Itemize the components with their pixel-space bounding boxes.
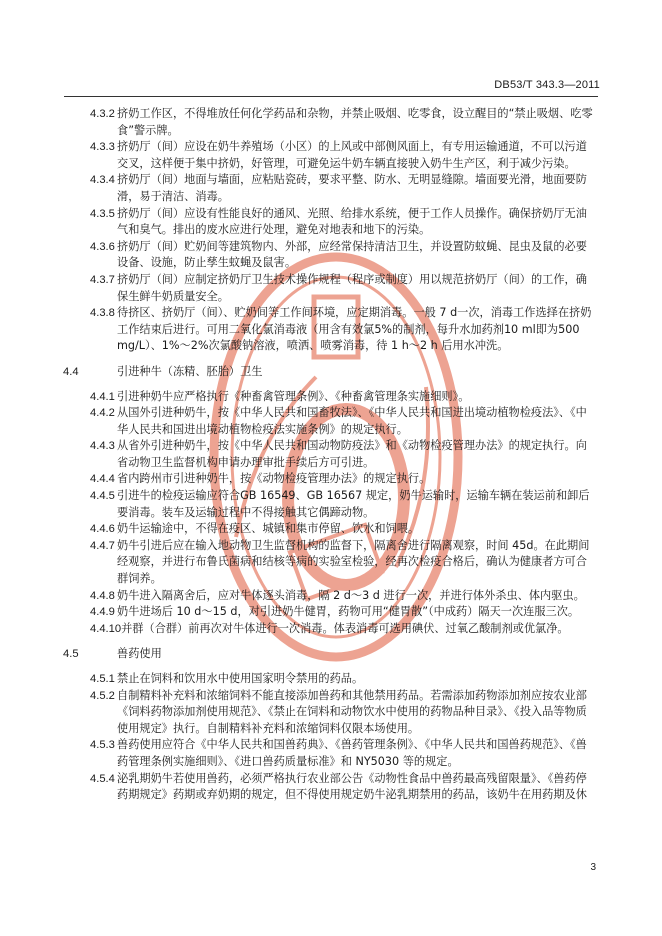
paragraph-4-4-2: 4.4.2 从国外引进种奶牛，按《中华人民共和国畜牧法》、《中华人民共和国进出境动植物检疫法》、《中华人民共和国进出境动植物检疫法实施条例》的规定执行。: [90, 406, 587, 436]
paragraph-4-4-8: 4.4.8 奶牛进入隔离舍后，应对牛体逐头消毒，隔 2 d～3 d 进行一次，并进行体外杀虫、体内驱虫。: [90, 588, 585, 602]
document-body: [63, 106, 598, 804]
paragraph-4-5-4: 4.5.4 泌乳期奶牛若使用兽药，必须严格执行农业部公告《动物性食品中兽药最高残留限量》、《兽药停药期规定》药期或弃奶期的规定，但不得使用规定奶牛泌乳期禁用的药品，该奶牛在用药期及休: [90, 771, 587, 802]
paragraph-4-5-1: 4.5.1 禁止在饲料和饮用水中使用国家明令禁用的药品。: [90, 672, 364, 685]
section-heading-4-4: 4.4 引进种牛（冻精、胚胎）卫生: [63, 364, 263, 378]
paragraph-4-4-9: 4.4.9 奶牛进场后 10 d～15 d，对引进奶牛健胃，药物可用“健胃散”（中成药）隔天一次连服三次。: [90, 605, 580, 619]
paragraph-4-4-7: 4.4.7 奶牛引进后应在输入地动物卫生监督机构的监督下，隔离舍进行隔离观察，时间 45d。在此期间经观察，并进行布鲁氏菌病和结核等病的实验室检验，经再次检疫合格后，确认为健康者方可合群饲养。: [90, 538, 590, 586]
paragraph-4-4-4: 4.4.4 省内跨州市引进种奶牛，按《动物检疫管理办法》的规定执行。: [90, 472, 431, 486]
paragraph-4-3-8: 4.3.8 待挤区、挤奶厅（间）、贮奶间等工作间环境，应定期消毒。一般 7 d一次，消毒工作选择在挤奶工作结束后进行。可用二氧化氯消毒液（用含有效氯5%的制剂，每升水加药剂10 ml即为500 mg/L）、1%～2%次氯酸钠溶液，喷洒、喷雾消毒，待 1 h～2 h 后用水冲洗。: [90, 306, 592, 353]
paragraph-4-3-5: 4.3.5 挤奶厅（间）应设有性能良好的通风、光照、给排水系统，便于工作人员操作。确保挤奶厅无油气和臭气。排出的废水应进行处理，避免对地表和地下的污染。: [90, 206, 587, 237]
paragraph-4-3-7: 4.3.7 挤奶厅（间）应制定挤奶厅卫生技术操作规程（程序或制度）用以规范挤奶厅（间）的工作，确保生鲜牛奶质量安全。: [90, 272, 587, 303]
section-heading-4-5: 4.5 兽药使用: [63, 647, 162, 661]
paragraph-4-3-2: 4.3.2 挤奶工作区，不得堆放任何化学药品和杂物，并禁止吸烟、吃零食，设立醒目的“禁止吸烟、吃零食”警示牌。: [90, 107, 593, 137]
paragraph-4-4-3: 4.4.3 从省外引进种奶牛，按《中华人民共和国动物防疫法》和《动物检疫管理办法》的规定执行。向省动物卫生监督机构申请办理审批手续后方可引进。: [90, 439, 587, 469]
paragraph-4-5-3: 4.5.3 兽药使用应符合《中华人民共和国兽药典》、《兽药管理条例》、《中华人民共和国兽药规范》、《兽药管理条例实施细则》、《进口兽药质量标准》和 NY5030 等的规定。: [90, 738, 587, 768]
paragraph-4-3-4: 4.3.4 挤奶厅（间）地面与墙面，应粘贴瓷砖，要求平整、防水、无明显缝隙。墙面要光滑，地面要防滑，易于清洁、消毒。: [90, 173, 587, 203]
paragraph-4-5-2: 4.5.2 自制精料补充料和浓缩饲料不能直接添加兽药和其他禁用药品。若需添加药物添加剂应按农业部《饲料药物添加剂使用规范》、《禁止在饲料和动物饮水中使用的药物品种目录》、《投入品等物质使用规定》执行。自制精料补充料和浓缩饲料仅限本场使用。: [90, 688, 587, 735]
paragraph-4-4-5: 4.4.5 引进牛的检疫运输应符合GB 16549、GB 16567 规定，奶牛运输时，运输车辆在装运前和卸后要消毒。装车及运输过程中不得接触其它偶蹄动物。: [90, 489, 590, 519]
paragraph-4-4-6: 4.4.6 奶牛运输途中，不得在疫区、城镇和集市停留、饮水和饲喂。: [90, 522, 420, 536]
paragraph-4-4-10: 4.4.10并群（合群）前再次对牛体进行一次消毒。体表消毒可选用碘伏、过氧乙酸制剂或优氯净。: [90, 621, 569, 635]
header-rule: [64, 96, 598, 97]
standard-code: DB53/T 343.3—2011: [494, 79, 600, 91]
page-number: 3: [590, 862, 596, 873]
paragraph-4-3-3: 4.3.3 挤奶厅（间）应设在奶牛养殖场（小区）的上风或中部侧风面上，有专用运输通道，不可以污道交叉，这样便于集中挤奶，好管理，可避免运牛奶车辆直接驶入奶牛生产区，利于减少污染。: [90, 140, 587, 170]
paragraph-4-4-1: 4.4.1 引进种奶牛应严格执行《种畜禽管理条例》、《种畜禽管理条实施细则》。: [90, 389, 470, 403]
paragraph-4-3-6: 4.3.6 挤奶厅（间）贮奶间等建筑物内、外部，应经常保持清洁卫生，并设置防蚊蝇、昆虫及鼠的必要设备、设施，防止孳生蚊蝇及鼠害。: [90, 239, 587, 270]
